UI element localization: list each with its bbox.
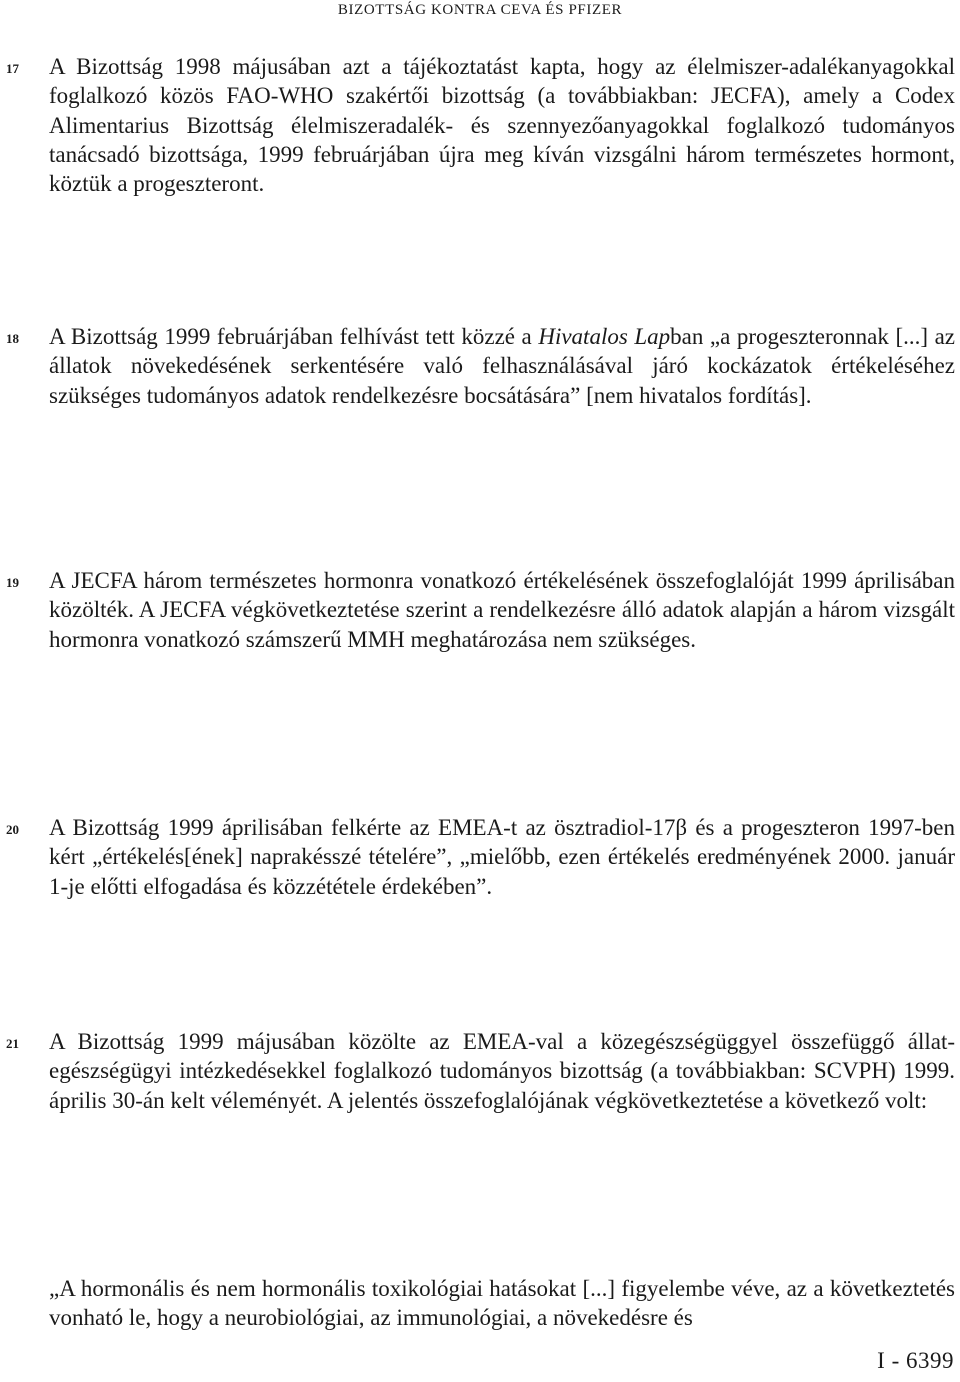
paragraph-text: A JECFA három természetes hormonra vonatkozó értékelésének összefoglalóját 1999 áprilisában közölték. A JECFA végkövetkeztetése szerint a rendelkezésre álló adatok alapján a három vizsgált hormonra vonatkozó számszerű MMH meghatározása nem szükséges. <box>49 568 955 652</box>
quotation-text: „A hormonális és nem hormonális toxikológiai hatásokat [...] figyelembe véve, az a következtetés vonható le, hogy a neurobiológiai, az immunológiai, a növekedésre és <box>49 1276 955 1331</box>
official-journal-title: Hivatalos Lap <box>538 324 671 349</box>
paragraph-text: A Bizottság 1998 májusában azt a tájékoztatást kapta, hogy az élelmiszer-adalékanyagokkal foglalkozó közös FAO-WHO szakértői bizottság (a továbbiakban: JECFA), amely a Codex Alimentarius Bizottság élelmiszeradalék- és szennyezőanyagokkal foglalkozó tudományos tanácsadó bizottsága, 1999 februárjában újra meg kíván vizsgálni három természetes hormont, köztük a progeszteront. <box>49 54 955 197</box>
paragraph-text <box>49 322 955 410</box>
paragraph-number: 21 <box>6 1036 19 1051</box>
paragraph-number: 19 <box>6 575 19 590</box>
paragraph-number: 17 <box>6 61 19 76</box>
running-head: BIZOTTSÁG KONTRA CEVA ÉS PFIZER <box>337 2 623 18</box>
paragraph-text: A Bizottság 1999 áprilisában felkérte az EMEA-t az ösztradiol-17β és a progeszteron 1997-ben kért „értékelés[ének] naprakésszé tételére”, „mielőbb, ezen értékelés eredményének 2000. január 1-je előtti elfogadása és közzététele érdekében”. <box>49 815 955 899</box>
paragraph-text-end: ban „a progeszteronnak [...] az állatok növekedésének serkentésére való felhasználásával járó kockázatok értékeléséhez szükséges tudományos adatok rendelkezésre bocsátására” [nem hivatalos fordítás]. <box>49 324 955 408</box>
paragraph-number: 18 <box>6 331 19 346</box>
paragraph-text: A Bizottság 1999 májusában közölte az EMEA-val a közegészségüggyel összefüggő állat-egészségügyi intézkedésekkel foglalkozó tudományos bizottság (a továbbiakban: SCVPH) 1999. április 30-án kelt véleményét. A jelentés összefoglalójának végkövetkeztetése a következő volt: <box>49 1029 955 1113</box>
page-number: I - 6399 <box>877 1348 954 1373</box>
paragraph-number: 20 <box>6 822 19 837</box>
paragraph-text-start: A Bizottság 1999 februárjában felhívást tett közzé a <box>49 324 539 349</box>
